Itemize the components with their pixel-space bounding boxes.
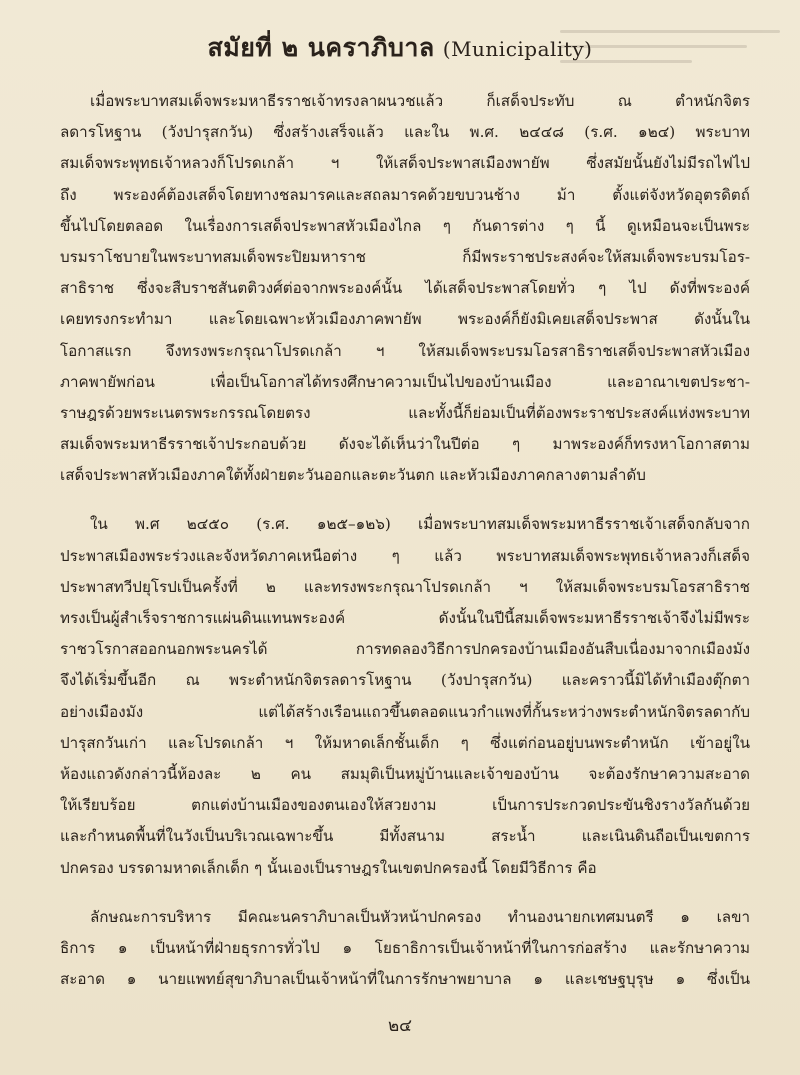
text-line: ภาคพายัพก่อน เพื่อเป็นโอกาสได้ทรงศึกษาความเป็นไปของบ้านเมือง และอาณาเขตประชา- (60, 372, 750, 391)
text-line: ใน พ.ศ ๒๔๕๐ (ร.ศ. ๑๒๕–๑๒๖) เมื่อพระบาทสมเด็จพระมหาธีรราชเจ้าเสด็จกลับจาก (90, 515, 750, 534)
text-line: สมเด็จพระมหาธีรราชเจ้าประกอบด้วย ดังจะได้เห็นว่าในปีต่อ ๆ มาพระองค์ก็ทรงหาโอกาสตาม (60, 435, 750, 454)
text-line: โอกาสแรก จึงทรงพระกรุณาโปรดเกล้า ฯ ให้สมเด็จพระบรมโอรสาธิราชเสด็จประพาสหัวเมือง (60, 341, 750, 360)
text-line: สาธิราช ซึ่งจะสืบราชสันตติวงศ์ต่อจากพระองค์นั้น ได้เสด็จประพาสโดยทั่ว ๆ ไป ดังที่พระองค์ (60, 279, 750, 298)
chapter-title-english: (Municipality) (442, 37, 593, 61)
text-line: ปกครอง บรรดามหาดเล็กเด็ก ๆ นั้นเองเป็นราษฎรในเขตปกครองนี้ โดยมีวิธีการ คือ (60, 858, 597, 877)
text-line: ลักษณะการบริหาร มีคณะนคราภิบาลเป็นหัวหน้าปกครอง ทำนองนายกเทศมนตรี ๑ เลขา (90, 907, 750, 926)
text-line: ทรงเป็นผู้สำเร็จราชการแผ่นดินแทนพระองค์ ดังนั้นในปีนี้สมเด็จพระมหาธีรราชเจ้าจึงไม่มีพระ (60, 609, 750, 627)
text-line: บรมราโชบายในพระบาทสมเด็จพระปิยมหาราช ก็มีพระราชประสงค์จะให้สมเด็จพระบรมโอร- (60, 247, 750, 266)
text-line: เมื่อพระบาทสมเด็จพระมหาธีรราชเจ้าทรงลาผนวชแล้ว ก็เสด็จประทับ ณ ตำหนักจิตร (90, 92, 750, 110)
text-line: ปารุสกวันเก่า และโปรดเกล้า ฯ ให้มหาดเล็กชั้นเด็ก ๆ ซึ่งแต่ก่อนอยู่บนพระตำหนัก เข้าอยู่ใน (60, 733, 750, 752)
text-line: ถึง พระองค์ต้องเสด็จโดยทางชลมารคและสถลมารคด้วยขบวนช้าง ม้า ตั้งแต่จังหวัดอุตรดิตถ์ (60, 185, 750, 204)
text-line: สมเด็จพระพุทธเจ้าหลวงก็โปรดเกล้า ฯ ให้เสด็จประพาสเมืองพายัพ ซึ่งสมัยนั้นยังไม่มีรถไฟไป (60, 154, 750, 173)
paragraph-spacer (60, 491, 750, 509)
text-line: ธิการ ๑ เป็นหน้าที่ฝ่ายธุรการทั่วไป ๑ โยธาธิการเป็นเจ้าหน้าที่ในการก่อสร้าง และรักษาความ (60, 938, 750, 957)
chapter-heading (0, 28, 800, 68)
body-text (60, 86, 750, 995)
chapter-title-thai: สมัยที่ ๒ นคราภิบาล (207, 33, 435, 62)
paragraph-spacer (60, 884, 750, 902)
text-line: และกำหนดพื้นที่ในวังเป็นบริเวณเฉพาะขึ้น มีทั้งสนาม สระน้ำ และเนินดินถือเป็นเขตการ (60, 827, 750, 846)
page-number: ๒๔ (387, 1016, 413, 1036)
text-line: อย่างเมืองมัง แต่ได้สร้างเรือนแถวขึ้นตลอดแนวกำแพงที่กั้นระหว่างพระตำหนักจิตรลดากับ (60, 702, 750, 721)
paragraph-2 (60, 509, 750, 883)
paragraph-3 (60, 902, 750, 996)
text-line: ประพาสทวีปยุโรปเป็นครั้งที่ ๒ และทรงพระกรุณาโปรดเกล้า ฯ ให้สมเด็จพระบรมโอรสาธิราช (60, 577, 750, 596)
text-line: เคยทรงกระทำมา และโดยเฉพาะหัวเมืองภาคพายัพ พระองค์ก็ยังมิเคยเสด็จประพาส ดังนั้นใน (60, 310, 750, 329)
text-line: ราษฎรด้วยพระเนตรพระกรรณโดยตรง และทั้งนี้ก็ย่อมเป็นที่ต้องพระราชประสงค์แห่งพระบาท (60, 403, 750, 422)
text-line: สะอาด ๑ นายแพทย์สุขาภิบาลเป็นเจ้าหน้าที่ในการรักษาพยาบาล ๑ และเชษฐบุรุษ ๑ ซึ่งเป็น (60, 970, 750, 989)
text-line: เสด็จประพาสหัวเมืองภาคใต้ทั้งฝ่ายตะวันออกและตะวันตก และหัวเมืองภาคกลางตามลำดับ (60, 466, 646, 485)
text-line: ประพาสเมืองพระร่วงและจังหวัดภาคเหนือต่าง ๆ แล้ว พระบาทสมเด็จพระพุทธเจ้าหลวงก็เสด็จ (60, 546, 750, 565)
text-line: ห้องแถวดังกล่าวนี้ห้องละ ๒ คน สมมุติเป็นหมู่บ้านและเจ้าของบ้าน จะต้องรักษาความสะอาด (60, 764, 750, 783)
text-line: ราชวโรกาสออกนอกพระนครได้ การทดลองวิธีการปกครองบ้านเมืองอันสืบเนื่องมาจากเมืองมัง (60, 640, 750, 659)
text-line: จึงได้เริ่มขึ้นอีก ณ พระตำหนักจิตรลดารโหฐาน (วังปารุสกวัน) และคราวนี้มิได้ทำเมืองตุ๊กตา (60, 671, 750, 690)
text-line: ขึ้นไปโดยตลอด ในเรื่องการเสด็จประพาสหัวเมืองไกล ๆ กันดารต่าง ๆ นี้ ดูเหมือนจะเป็นพระ (60, 216, 750, 235)
paragraph-1 (60, 86, 750, 491)
text-line: ลดารโหฐาน (วังปารุสกวัน) ซึ่งสร้างเสร็จแล้ว และใน พ.ศ. ๒๔๔๘ (ร.ศ. ๑๒๔) พระบาท (60, 123, 750, 142)
text-line: ให้เรียบร้อย ตกแต่งบ้านเมืองของตนเองให้สวยงาม เป็นการประกวดประขันชิงรางวัลกันด้วย (60, 796, 750, 815)
